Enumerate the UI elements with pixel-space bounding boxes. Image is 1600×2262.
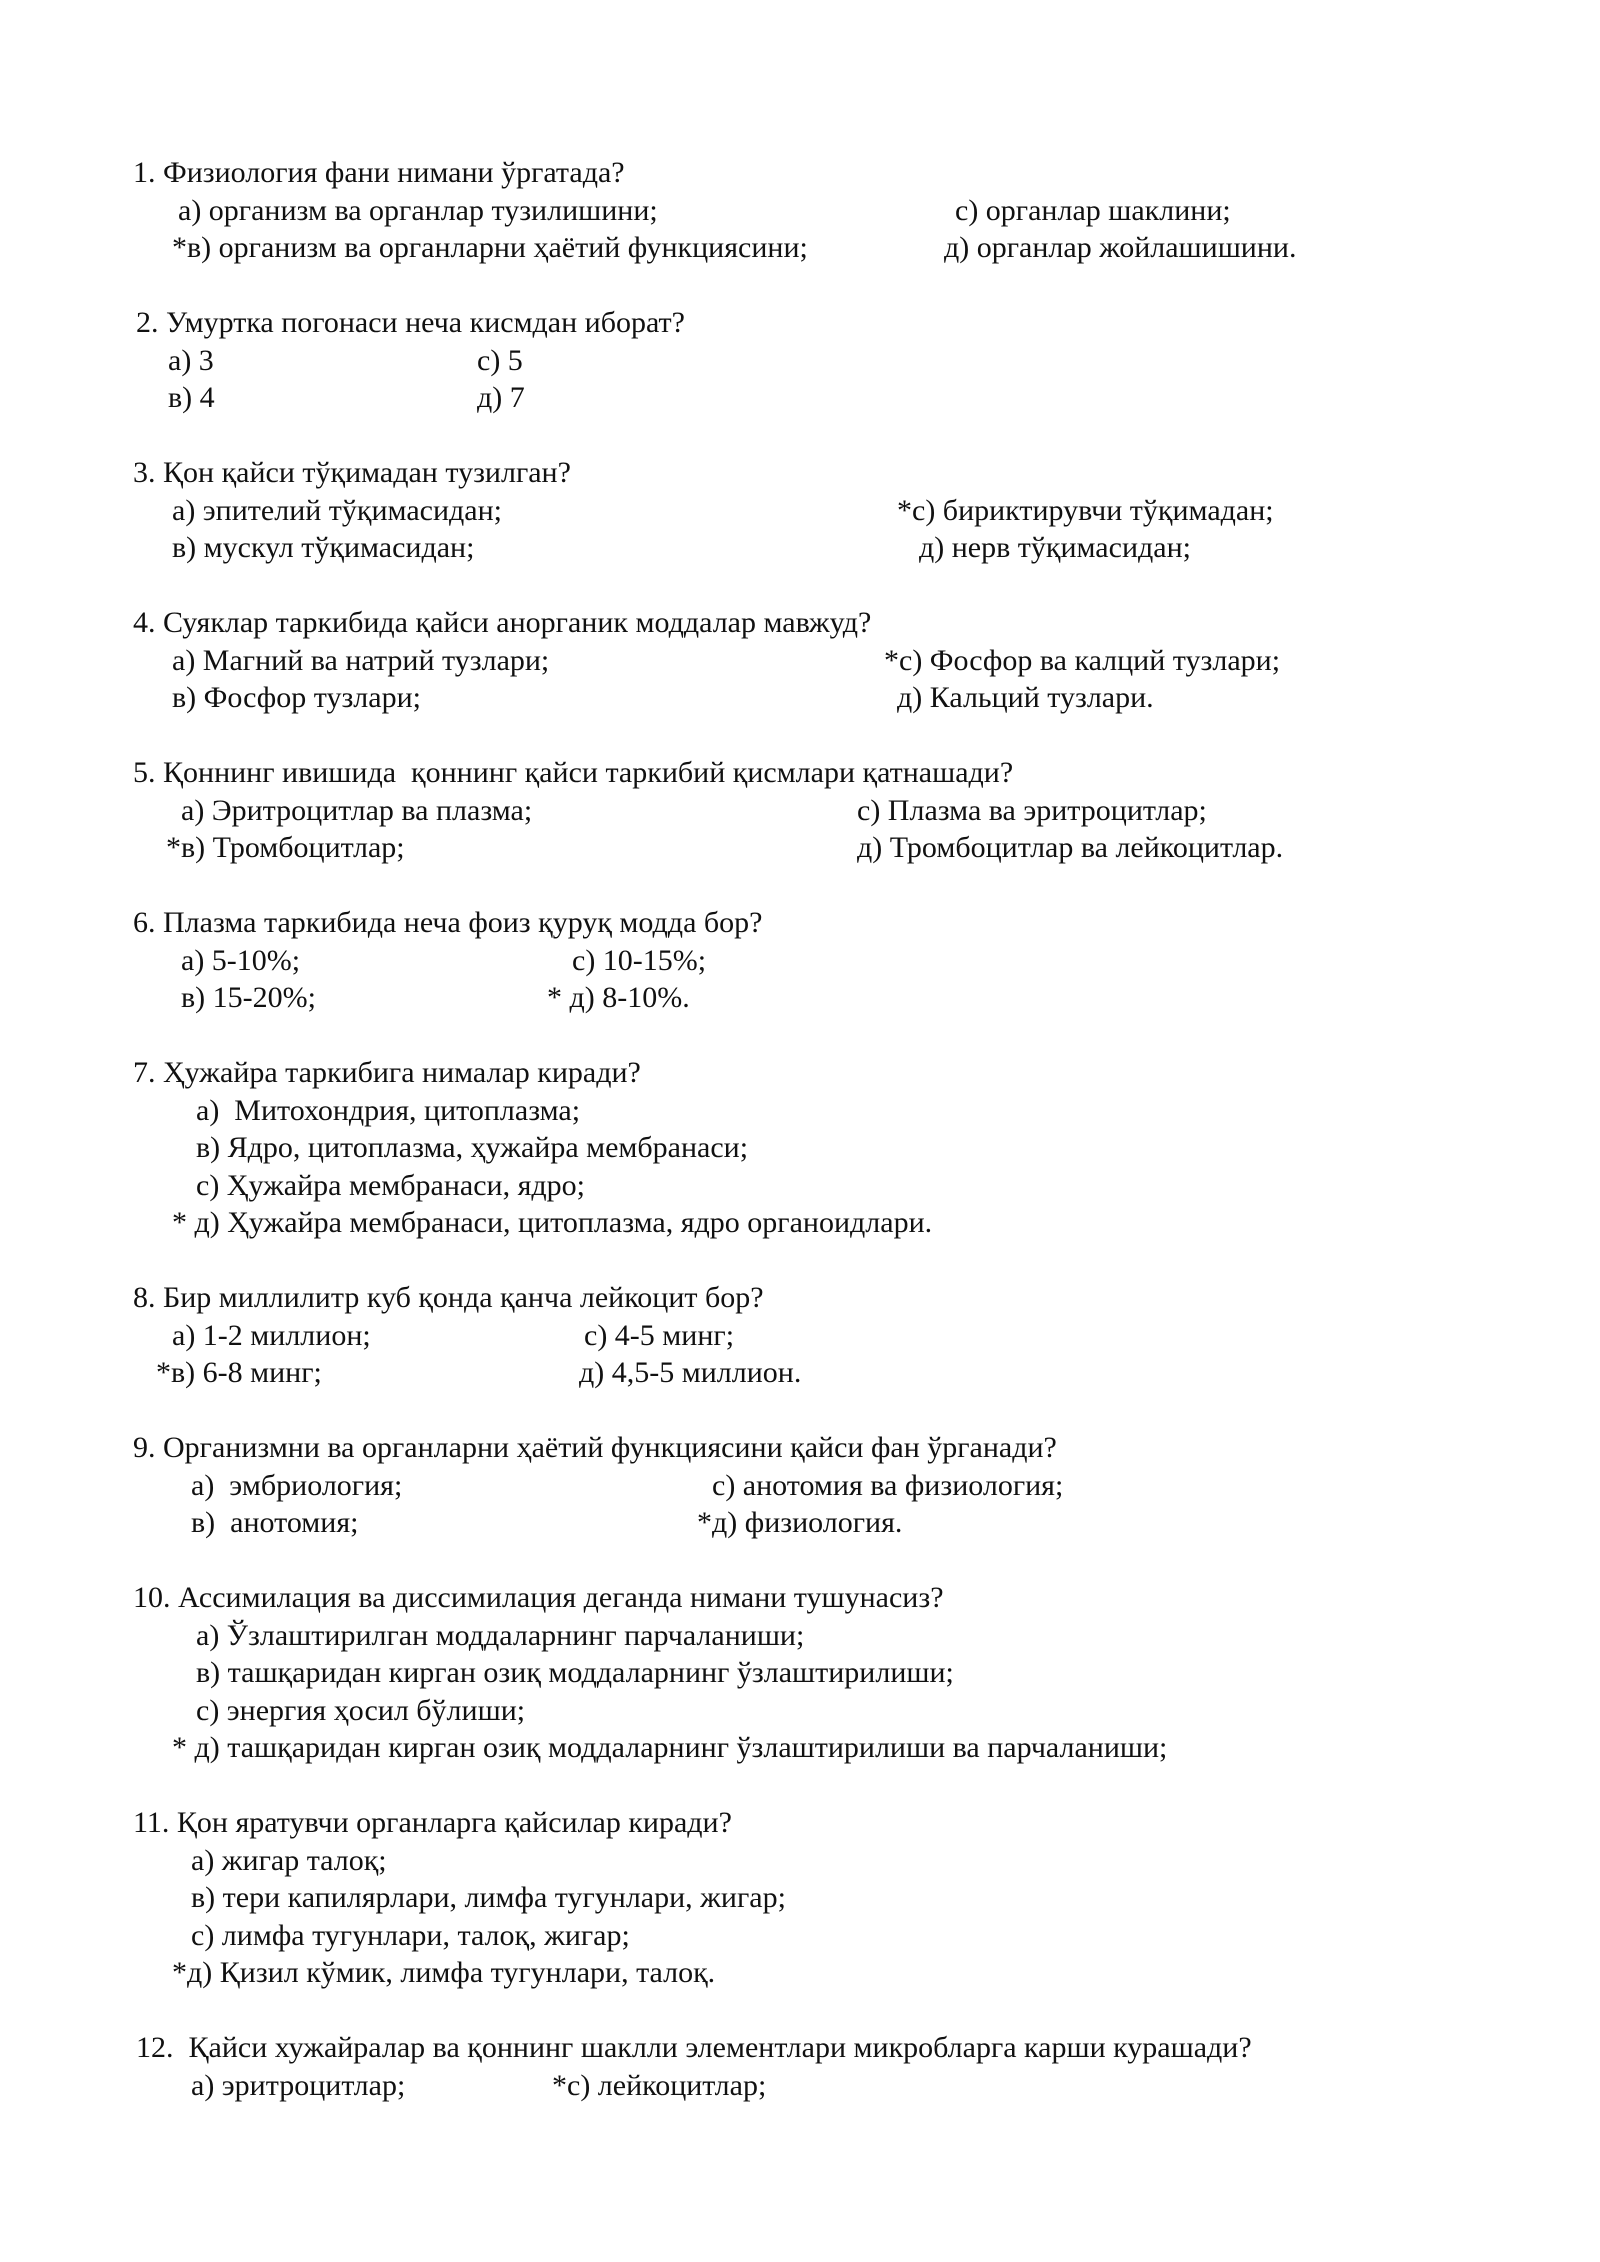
question-1-option-d: д) органлар жойлашишини. [944,231,1297,264]
question-4-option-d: д) Кальций тузлари. [897,681,1154,714]
question-5-text: 5. Қоннинг ивишида қоннинг қайси таркибий қисмлари қатнашади? [133,756,1014,789]
question-3-option-d: д) нерв тўқимасидан; [919,531,1191,564]
question-7-option-a: а) Митохондрия, цитоплазма; [196,1094,581,1127]
question-9-option-d: *д) физиология. [697,1506,903,1539]
question-10-option-a: а) Ўзлаштирилган моддаларнинг парчаланиши; [196,1619,805,1652]
question-9-option-a: а) эмбриология; [191,1469,403,1502]
question-7-option-b: в) Ядро, цитоплазма, ҳужайра мембранаси; [196,1131,749,1164]
question-11-option-b: в) тери капилярлари, лимфа тугунлари, жигар; [191,1881,786,1914]
question-5-option-c: с) Плазма ва эритроцитлар; [857,794,1207,827]
question-1-option-b: *в) организм ва органларни ҳаётий функциясини; [172,231,808,264]
question-6-option-d: * д) 8-10%. [547,981,690,1014]
question-3-option-c: *с) бириктирувчи тўқимадан; [897,494,1274,527]
question-6-option-c: с) 10-15%; [572,944,707,977]
question-8-option-c: с) 4-5 минг; [584,1319,735,1352]
question-6-text: 6. Плазма таркибида неча фоиз қуруқ модда бор? [133,906,763,939]
question-12-option-c: *с) лейкоцитлар; [552,2069,767,2102]
question-6-option-a: а) 5-10%; [181,944,301,977]
question-2-option-c: с) 5 [477,344,523,377]
question-10-text: 10. Ассимилация ва диссимилация деганда нимани тушунасиз? [133,1581,944,1614]
question-5-option-a: а) Эритроцитлар ва плазма; [181,794,533,827]
question-2-option-b: в) 4 [168,381,215,414]
question-8-text: 8. Бир миллилитр куб қонда қанча лейкоцит бор? [133,1281,764,1314]
question-9-text: 9. Организмни ва органларни ҳаётий функциясини қайси фан ўрганади? [133,1431,1057,1464]
question-10-option-b: в) ташқаридан кирган озиқ моддаларнинг ўзлаштирилиши; [196,1656,954,1689]
question-10-option-d: * д) ташқаридан кирган озиқ моддаларнинг ўзлаштирилиши ва парчаланиши; [172,1731,1168,1764]
question-7-option-d: * д) Ҳужайра мембранаси, цитоплазма, ядро органоидлари. [172,1206,933,1239]
question-7-option-c: с) Ҳужайра мембранаси, ядро; [196,1169,585,1202]
question-4-option-c: *с) Фосфор ва калций тузлари; [884,644,1281,677]
question-1-option-a: а) организм ва органлар тузилишини; [178,194,658,227]
question-4-option-a: а) Магний ва натрий тузлари; [172,644,550,677]
question-11-text: 11. Қон яратувчи органларга қайсилар киради? [133,1806,732,1839]
question-6-option-b: в) 15-20%; [181,981,316,1014]
question-1-text: 1. Физиология фани нимани ўргатада? [133,156,625,189]
question-11-option-a: а) жигар талоқ; [191,1844,387,1877]
question-7-text: 7. Ҳужайра таркибига нималар киради? [133,1056,641,1089]
question-8-option-a: а) 1-2 миллион; [172,1319,371,1352]
question-3-option-a: а) эпителий тўқимасидан; [172,494,502,527]
question-11-option-d: *д) Қизил кўмик, лимфа тугунлари, талоқ. [172,1956,716,1989]
question-9-option-c: с) анотомия ва физиология; [712,1469,1064,1502]
question-2-option-d: д) 7 [477,381,525,414]
question-8-option-b: *в) 6-8 минг; [156,1356,322,1389]
question-3-option-b: в) мускул тўқимасидан; [172,531,475,564]
question-9-option-b: в) анотомия; [191,1506,359,1539]
question-10-option-c: с) энергия ҳосил бўлиши; [196,1694,526,1727]
question-12-option-a: а) эритроцитлар; [191,2069,406,2102]
question-11-option-c: с) лимфа тугунлари, талоқ, жигар; [191,1919,630,1952]
question-2-option-a: а) 3 [168,344,214,377]
question-12-text: 12. Қайси хужайралар ва қоннинг шаклли элементлари микробларга карши курашади? [136,2031,1252,2064]
question-5-option-d: д) Тромбоцитлар ва лейкоцитлар. [857,831,1284,864]
question-2-text: 2. Умуртка погонаси неча кисмдан иборат? [136,306,685,339]
question-3-text: 3. Қон қайси тўқимадан тузилган? [133,456,571,489]
question-5-option-b: *в) Тромбоцитлар; [166,831,405,864]
question-1-option-c: с) органлар шаклини; [955,194,1231,227]
question-4-text: 4. Суяклар таркибида қайси анорганик моддалар мавжуд? [133,606,872,639]
question-4-option-b: в) Фосфор тузлари; [172,681,421,714]
question-8-option-d: д) 4,5-5 миллион. [579,1356,802,1389]
